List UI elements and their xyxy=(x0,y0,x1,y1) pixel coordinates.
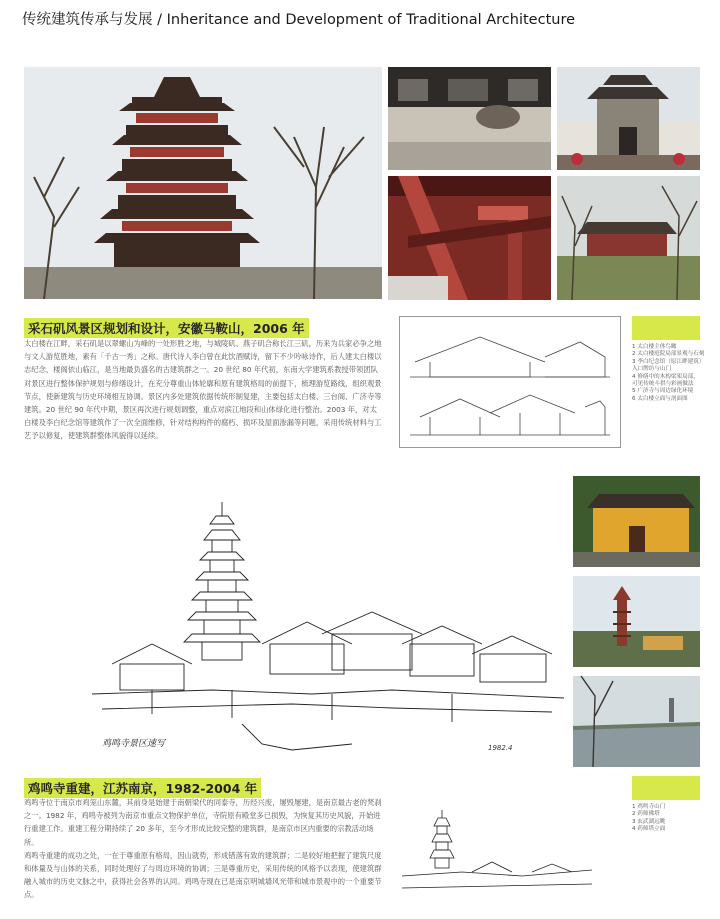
section2-paragraph: 鸡鸣寺重建的成功之处，一在于尊重原有格局，因山就势，形成错落有致的建筑群；二是较好地把握了建筑尺度和体量及与山体的关系，同时处理好了与周边环境的协调；三是尊重历史，采用传统的风格予以表现，使建筑群融入城市的历史文脉之中，获得社会各界的认同。鸡鸣寺现在已是南京明城墙风光带和城市景观中的一个重要节点。 xyxy=(24,850,382,900)
section2-legend xyxy=(632,804,704,834)
section2-description xyxy=(24,796,386,914)
temple-yellow-wall-photo xyxy=(573,476,700,567)
legend-item: 可见传统斗拱与彩画做法 xyxy=(632,381,694,388)
sketch-date: 1982.4 xyxy=(488,744,513,752)
legend-item: 3 玄武湖远眺 xyxy=(632,818,666,825)
legend-item: 4 修缮中的木构梁架局部， xyxy=(632,373,699,380)
legend-item: 4 药师塔立面 xyxy=(632,826,666,833)
lake-view-photo xyxy=(573,676,700,767)
jiming-temple-sketch xyxy=(92,494,564,756)
page-title: 传统建筑传承与发展 / Inheritance and Development of Traditional Architecture xyxy=(22,12,576,28)
legend-item: 3 李白纪念馆（原江畔建筑） xyxy=(632,358,705,365)
legend-item: 5 广济寺与周边绿化环境 xyxy=(632,388,694,395)
section2-heading: 鸡鸣寺重建，江苏南京，1982-2004 年 xyxy=(24,778,261,798)
section2-legend-marker xyxy=(632,776,700,800)
legend-item: 入口牌坊与山门 xyxy=(632,366,672,373)
section1-description xyxy=(24,337,384,457)
legend-item: 1 太白楼主体鸟瞰 xyxy=(632,344,677,350)
pagoda-skyline-photo xyxy=(573,576,700,667)
temple-garden-photo xyxy=(557,176,700,300)
legend-item: 2 太白楼庭院局部景观与石刻 xyxy=(632,351,705,358)
section1-paragraph: 太白楼在江畔，采石矶是以翠螺山为峰的一处形胜之地，与城陵矶、燕子矶合称长江三矶，历来为兵家必争之地与文人游览胜地，素有「千古一秀」之称。唐代诗人李白曾在此饮酒赋诗，留下不少吟咏诗作，后人建太白楼以志纪念，楼阁依山临江，是当地最负盛名的古建筑群之一。20 世纪 80 年代初，东南大学建筑系教授带领团队对景区进行整体保护规划与修缮设计，在充分尊重山体轮廓和原有建筑格局的前提下，梳理游览路线，组织观景节点，使新建筑与历史环境相互协调。景区内多处建筑依据传统形制复建，主要包括太白楼、三台阁、广济寺等建筑。20 世纪 90 年代中期，景区再次进行规划调整，重点对滨江地段和山体绿化进行整治。2003 年，对太白楼及李白纪念馆等建筑作了一次全面维修，针对结构构件的腐朽、损坏及屋面渗漏等问题，采用传统材料与工艺予以修复，使建筑群整体风貌得以延续。 xyxy=(24,339,382,441)
section1-heading: 采石矶风景区规划和设计，安徽马鞍山，2006 年 xyxy=(24,318,309,338)
elevation-drawing xyxy=(399,316,621,448)
memorial-gate-photo xyxy=(557,67,700,170)
pagoda-tower-photo xyxy=(24,67,382,299)
section2-paragraph: 鸡鸣寺位于南京市鸡笼山东麓，其前身是始建于南朝梁代的同泰寺，历经兴废，屡毁屡建，是南京最古老的梵刹之一。1982 年，鸡鸣寺被列为南京市重点文物保护单位，寺院原有殿堂多已损毁，为恢复其历史风貌，开始进行重建工作。重建工程分期持续了 20 多年，至今才形成比较完整的建筑群，是南京市区内重要的宗教活动场所。 xyxy=(24,798,382,847)
legend-item: 6 太白楼立面与剖面图 xyxy=(632,395,688,402)
pagoda-elevation-sketch xyxy=(402,806,592,902)
courtyard-rock-photo xyxy=(388,67,551,170)
sketch-signature: 鸡鸣寺景区速写 xyxy=(102,739,166,749)
section1-legend-marker xyxy=(632,316,700,340)
legend-item: 1 鸡鸣寺山门 xyxy=(632,804,666,810)
section1-legend xyxy=(632,344,704,403)
legend-item: 2 药师佛塔 xyxy=(632,811,660,818)
timber-beam-detail-photo xyxy=(388,176,551,300)
